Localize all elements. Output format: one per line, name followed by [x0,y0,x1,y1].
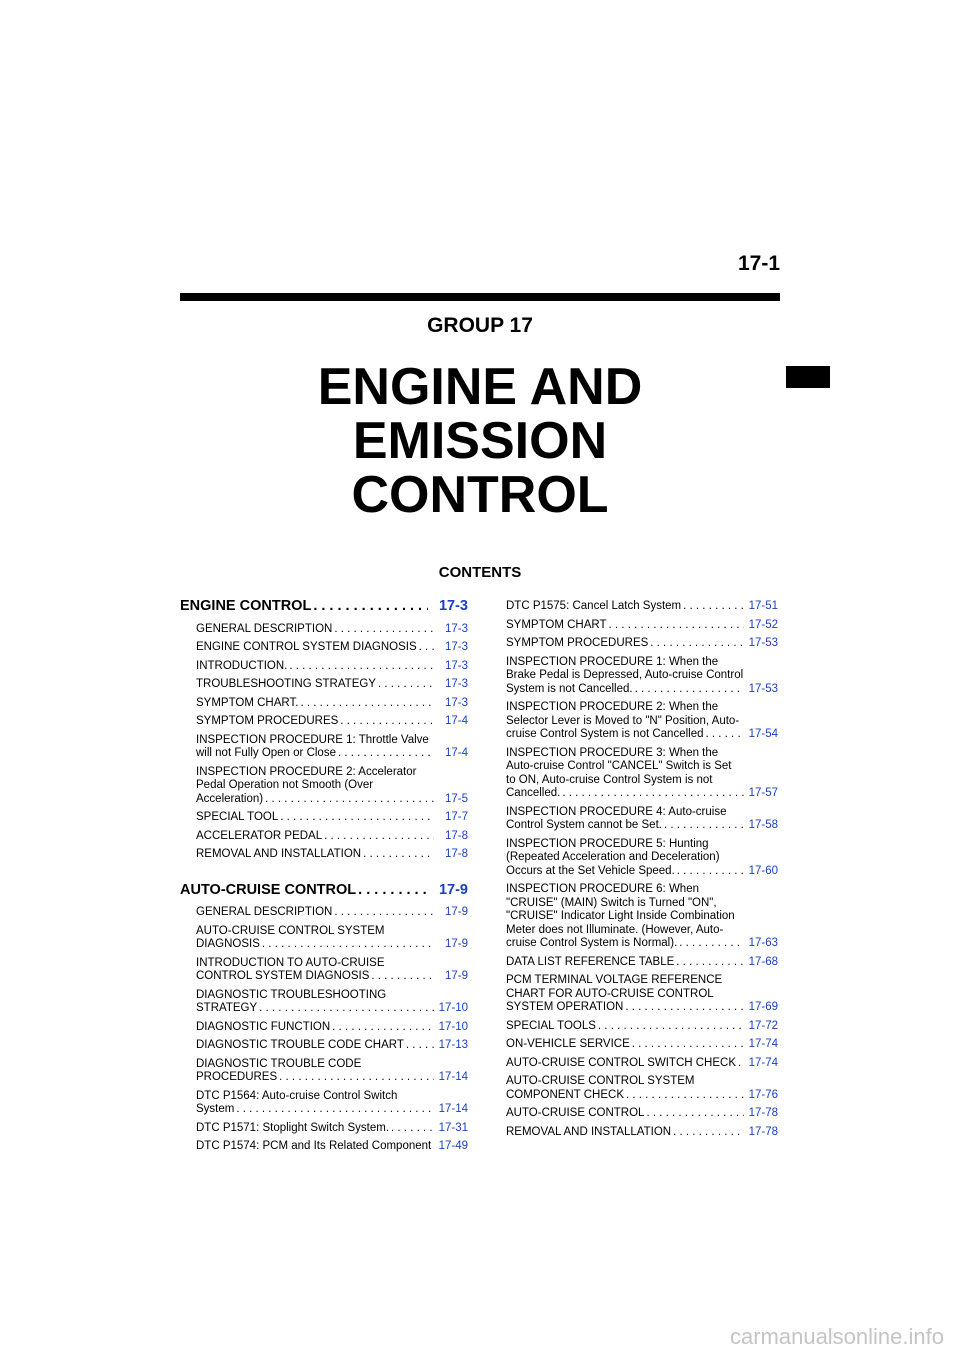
group-label: GROUP 17 [427,314,533,337]
toc-page-link[interactable]: 17-63 [748,937,778,949]
toc-section-entry[interactable] [180,600,468,614]
toc-entry-title: AUTO-CRUISE CONTROL SYSTEM DIAGNOSIS . . . [196,925,434,952]
toc-entry-title: TROUBLESHOOTING STRATEGY . . . [196,678,434,692]
toc-entry-title: INSPECTION PROCEDURE 1: When the Brake Pedal is Depressed, Auto-cruise Control System is not Cancelled. . . . [506,656,744,697]
toc-entry[interactable] [180,1140,468,1154]
toc-entry[interactable] [180,830,468,844]
toc-entry[interactable] [506,1126,778,1140]
toc-page-link[interactable]: 17-53 [748,682,778,695]
toc-page-link[interactable]: 17-9 [444,970,468,982]
toc-page-link[interactable]: 17-9 [444,906,468,918]
toc-entry[interactable] [180,715,468,729]
watermark: carmanualsonline.info [729,1324,944,1349]
toc-page-link[interactable]: 17-4 [444,747,468,759]
toc-page-link[interactable]: 17-74 [748,1038,778,1050]
toc-page-link[interactable]: 17-69 [748,1001,778,1013]
toc-entry-title: INTRODUCTION TO AUTO-CRUISE CONTROL SYSTEM DIAGNOSIS . . . [196,957,434,984]
toc-entry-title: INSPECTION PROCEDURE 4: Auto-cruise Control System cannot be Set. . . . [506,806,744,833]
toc-page-link[interactable]: 17-7 [444,811,468,823]
toc-page-link[interactable]: 17-8 [444,848,468,860]
toc-entry[interactable] [506,637,778,651]
toc-entry[interactable] [180,989,468,1016]
toc-entry[interactable] [506,1038,778,1052]
toc-entry-title: GENERAL DESCRIPTION . . . [196,906,434,920]
toc-entry-title: ACCELERATOR PEDAL . . . [196,830,434,844]
toc-entry-title: DIAGNOSTIC TROUBLESHOOTING STRATEGY . . . [196,989,434,1016]
toc-entry-title: SPECIAL TOOLS . . . [506,1020,744,1034]
toc-page-link[interactable]: 17-76 [748,1088,778,1101]
toc-page-link[interactable]: 17-78 [748,1107,778,1119]
toc-entry[interactable] [506,974,778,1015]
toc-entry[interactable] [180,766,468,807]
toc-entry[interactable] [180,734,468,761]
toc-entry-title: REMOVAL AND INSTALLATION . . . [506,1126,744,1140]
toc-entry[interactable] [180,906,468,920]
toc-page-link[interactable]: 17-9 [444,938,468,950]
toc-entry-title: REMOVAL AND INSTALLATION . . . [196,848,434,862]
toc-entry[interactable] [506,838,778,879]
toc-page-link[interactable]: 17-3 [438,598,468,614]
toc-entry[interactable] [506,956,778,970]
toc-entry[interactable] [180,697,468,711]
toc-entry[interactable] [506,806,778,833]
toc-entry-title: AUTO-CRUISE CONTROL . . . [180,884,428,898]
toc-page-link[interactable]: 17-3 [444,641,468,653]
toc-entry-title: ENGINE CONTROL SYSTEM DIAGNOSIS . . . [196,641,434,655]
toc-right-column [506,600,778,1144]
title-line: CONTROL [351,466,609,524]
toc-page-link[interactable]: 17-49 [438,1140,468,1152]
toc-section-entry[interactable] [180,881,468,898]
toc-entry-title: INSPECTION PROCEDURE 1: Throttle Valve will not Fully Open or Close . . . [196,734,434,761]
toc-page-link[interactable]: 17-58 [748,819,778,831]
title-line: ENGINE AND [317,358,643,416]
toc-entry[interactable] [506,1057,778,1071]
toc-entry[interactable] [506,883,778,951]
toc-entry-title: AUTO-CRUISE CONTROL . . . [506,1107,744,1121]
toc-entry[interactable] [506,701,778,742]
toc-page-link[interactable]: 17-57 [748,787,778,799]
title-line: EMISSION [352,412,608,470]
toc-page-link[interactable]: 17-53 [748,637,778,649]
toc-entry[interactable] [180,848,468,862]
toc-entry[interactable] [506,656,778,697]
toc-page-link[interactable]: 17-4 [444,715,468,727]
toc-left-column [180,600,468,1159]
toc-page-link[interactable]: 17-3 [444,622,468,635]
toc-entry-title: AUTO-CRUISE CONTROL SYSTEM COMPONENT CHECK . . . [506,1075,744,1102]
toc-entry[interactable] [180,1039,468,1053]
toc-entry[interactable] [180,1058,468,1085]
toc-entry-title: SYMPTOM PROCEDURES . . . [506,637,744,651]
toc-entry-title: DIAGNOSTIC TROUBLE CODE PROCEDURES . . . [196,1058,434,1085]
toc-entry[interactable] [180,1122,468,1136]
toc-entry-title: DTC P1575: Cancel Latch System . . . [506,600,744,614]
toc-page-link[interactable]: 17-3 [444,678,468,690]
toc-entry[interactable] [506,1107,778,1121]
toc-page-link[interactable]: 17-10 [438,1002,468,1014]
toc-page-link[interactable]: 17-8 [444,829,468,842]
toc-entry[interactable] [180,641,468,655]
toc-entry-title: SYMPTOM PROCEDURES . . . [196,715,434,729]
toc-entry-title: SYMPTOM CHART. . . . [196,697,434,711]
toc-entry-title: INSPECTION PROCEDURE 3: When the Auto-cruise Control "CANCEL" Switch is Set to ON, Auto-cruise Control System is not Cancelled. . . . [506,747,744,801]
toc-entry-title: INSPECTION PROCEDURE 5: Hunting (Repeated Acceleration and Deceleration) Occurs at the Set Vehicle Speed. . . . [506,838,744,879]
toc-entry[interactable] [180,811,468,825]
toc-entry[interactable] [506,619,778,633]
toc-entry-title: PCM TERMINAL VOLTAGE REFERENCE CHART FOR AUTO-CRUISE CONTROL SYSTEM OPERATION . . . [506,974,744,1015]
toc-entry[interactable] [180,1021,468,1035]
toc-entry-title: DTC P1564: Auto-cruise Control Switch System . . . [196,1090,434,1117]
toc-entry[interactable] [506,1075,778,1102]
toc-page-link[interactable]: 17-68 [748,955,778,968]
toc-page-link[interactable]: 17-5 [444,792,468,805]
toc-page-link[interactable]: 17-9 [438,881,468,898]
toc-page-link[interactable]: 17-3 [444,696,468,709]
toc-entry[interactable] [180,660,468,674]
toc-entry-title: INTRODUCTION. . . . [196,660,434,674]
toc-entry-title: GENERAL DESCRIPTION . . . [196,623,434,637]
toc-entry-title: INSPECTION PROCEDURE 2: Accelerator Pedal Operation not Smooth (Over Acceleration) . . . [196,766,434,807]
page-number: 17-1 [737,252,780,275]
toc-entry[interactable] [180,957,468,984]
contents-heading: CONTENTS [438,564,522,581]
toc-entry[interactable] [180,623,468,637]
toc-entry-title: ON-VEHICLE SERVICE . . . [506,1038,744,1052]
toc-entry-title: DTC P1574: PCM and Its Related Component . . . [196,1140,434,1154]
toc-entry-title: SYMPTOM CHART . . . [506,619,744,633]
toc-entry-title: INSPECTION PROCEDURE 2: When the Selector Lever is Moved to "N" Position, Auto-cruise Control System is not Cancelled . . . [506,701,744,742]
toc-entry-title: INSPECTION PROCEDURE 6: When "CRUISE" (MAIN) Switch is Turned "ON", "CRUISE" Indicator Light Inside Combination Meter does not Illuminate. (However, Auto-cruise Control System is Normal). . . . [506,883,744,951]
toc-page-link[interactable]: 17-10 [438,1020,468,1033]
toc-page-link[interactable]: 17-31 [438,1121,468,1134]
toc-entry[interactable] [506,1020,778,1034]
toc-entry[interactable] [506,747,778,801]
toc-page-link[interactable]: 17-14 [438,1071,468,1083]
toc-page-link[interactable]: 17-74 [748,1056,778,1069]
toc-page-link[interactable]: 17-51 [748,600,778,612]
toc-entry-title: DTC P1571: Stoplight Switch System. . . . [196,1122,434,1136]
toc-page-link[interactable]: 17-3 [444,659,468,672]
toc-entry[interactable] [180,678,468,692]
toc-entry[interactable] [180,1090,468,1117]
toc-page-link[interactable]: 17-14 [438,1103,468,1115]
toc-entry[interactable] [180,925,468,952]
toc-page-link[interactable]: 17-60 [748,864,778,877]
toc-entry-title: DIAGNOSTIC TROUBLE CODE CHART . . . [196,1039,434,1053]
toc-page-link[interactable]: 17-72 [748,1019,778,1032]
toc-page-link[interactable]: 17-13 [438,1039,468,1051]
main-title [0,360,960,522]
toc-page-link[interactable]: 17-78 [748,1125,778,1138]
toc-entry-title: AUTO-CRUISE CONTROL SWITCH CHECK . . . [506,1057,744,1071]
toc-page-link[interactable]: 17-54 [748,728,778,740]
toc-entry-title: ENGINE CONTROL . . . [180,600,428,614]
top-rule [180,293,780,301]
toc-entry[interactable] [506,600,778,614]
toc-entry-title: SPECIAL TOOL . . . [196,811,434,825]
toc-page-link[interactable]: 17-52 [748,618,778,631]
toc-entry-title: DATA LIST REFERENCE TABLE . . . [506,956,744,970]
toc-entry-title: DIAGNOSTIC FUNCTION . . . [196,1021,434,1035]
